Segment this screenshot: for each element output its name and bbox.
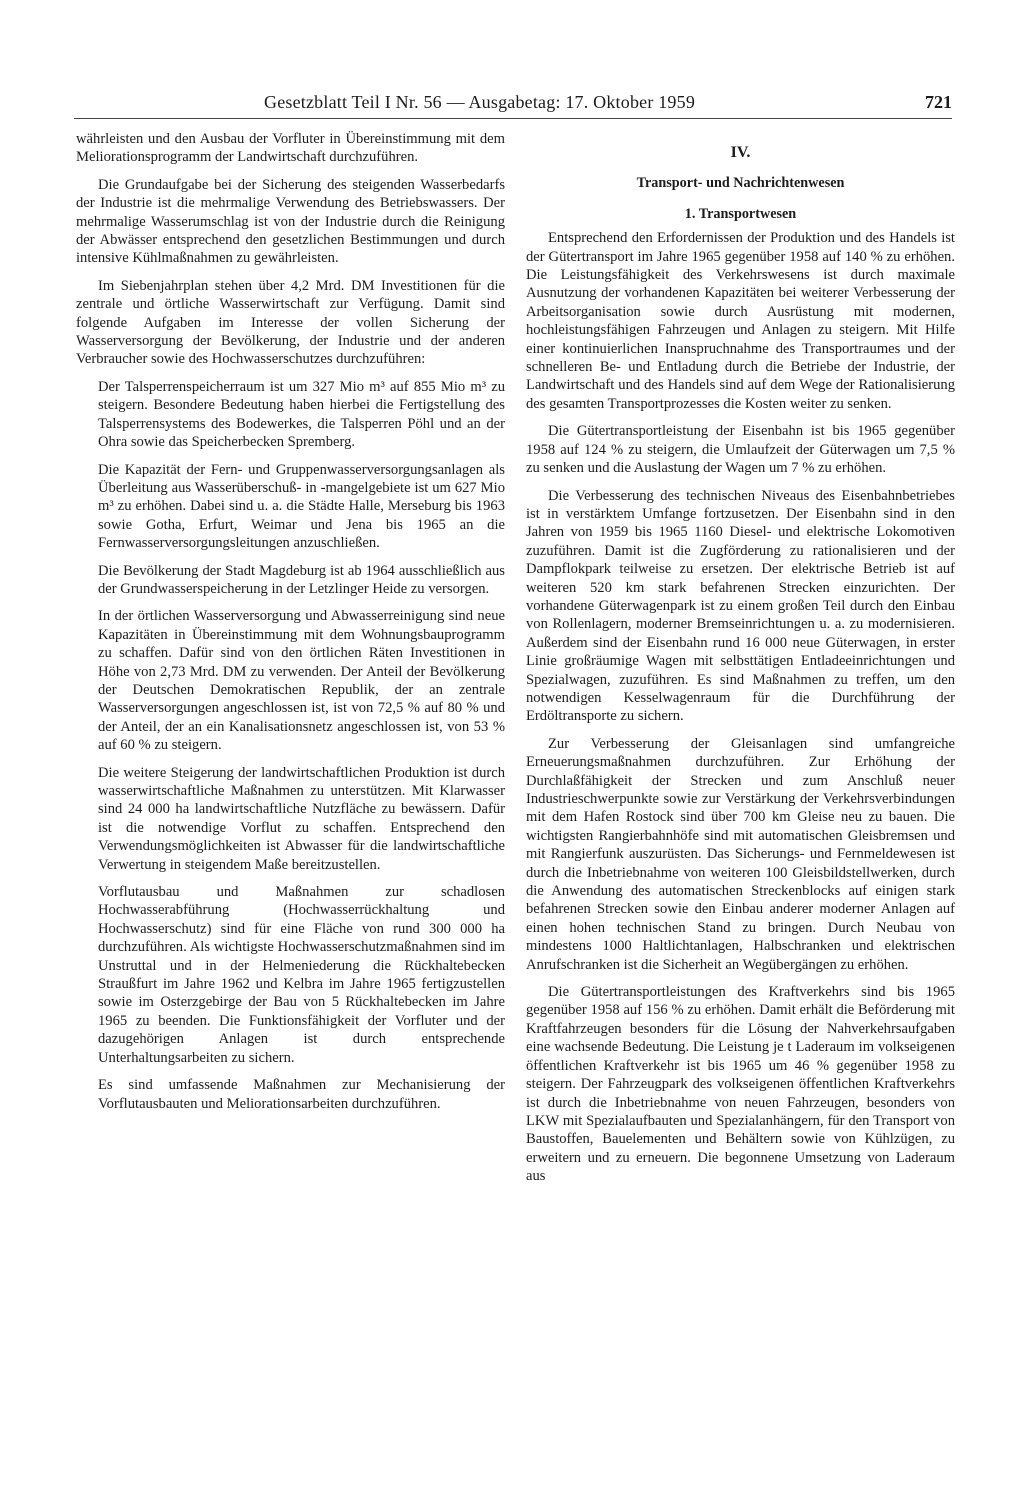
paragraph: Die Gütertransportleistungen des Kraftverkehrs sind bis 1965 gegenüber 1958 auf 156 % zu erhöhen. Damit erhält die Beförderung mit Kraftfahrzeugen besonders für die Lösung der Nahverkehrsaufgaben eine wachsende Bedeutung. Die Leistung je t Laderaum im volkseigenen öffentlichen Kraftverkehr ist bis 1965 um 46 % gegenüber 1958 zu steigern. Der Fahrzeugpark des volkseigenen öffentlichen Kraftverkehrs ist durch die Inbetriebnahme von neuen Fahrzeugen, besonders von LKW mit Spezialaufbauten und Spezialanhängern, für den Transport von Baustoffen, Bauelementen und Behältern sowie von Kühlzügen, zu erweitern und zu erneuern. Die begonnene Umsetzung von Laderaum aus [526,984,955,1185]
list-paragraph: Der Talsperrenspeicherraum ist um 327 Mio m³ auf 855 Mio m³ zu steigern. Besondere Bedeutung haben hierbei die Fertigstellung des Talsperrensystems des Bodewerkes, die Talsperren Pöhl und an der Ohra sowie das Speicherbecken Spremberg. [98,378,505,451]
paragraph: Die Grundaufgabe bei der Sicherung des steigenden Wasserbedarfs der Industrie ist die mehrmalige Verwendung des Betriebswassers. Der mehrmalige Wasserumschlag ist von der Industrie durch die Reinigung der Abwässer entsprechend den gesetzlichen Bestimmungen und durch intensive Kühlmaßnahmen zu gewährleisten. [76,176,505,267]
paragraph: Zur Verbesserung der Gleisanlagen sind umfangreiche Erneuerungsmaßnahmen durchzuführen. Zur Erhöhung der Durchlaßfähigkeit der Strecken und zum Anschluß neuer Industrieschwerpunkte sowie zur Verstärkung der Verkehrsverbindungen mit dem Hafen Rostock sind über 700 km Gleise neu zu bauen. Die wichtigsten Rangierbahnhöfe sind mit automatischen Gleisbremsen und mit Rangierfunk auszurüsten. Das Sicherungs- und Fernmeldewesen ist durch die Inbetriebnahme von weiteren 100 Gleisbildstellwerken, durch die Anwendung des automatischen Streckenblocks auf einigen stark befahrenen Strecken sowie den Einbau anderer moderner Anlagen auf einen hohen technischen Stand zu bringen. Durch Neubau von mindestens 1000 Haltlichtanlagen, Halbschranken und elektrischen Anrufschranken ist die Sicherheit an Wegübergängen zu erhöhen. [526,735,955,973]
page-header [74,92,952,119]
paragraph: währleisten und den Ausbau der Vorfluter in Übereinstimmung mit dem Meliorationsprogramm der Landwirtschaft durchzuführen. [76,131,505,166]
paragraph: Die Verbesserung des technischen Niveaus des Eisenbahnbetriebes ist in verstärktem Umfange fortzusetzen. Der Eisenbahn sind in den Jahren von 1959 bis 1965 1160 Diesel- und elektrische Lokomotiven zuzuführen. Damit ist die Zugförderung zu rationalisieren und der Dampflokpark teilweise zu ersetzen. Der elektrische Betrieb ist auf weiteren 520 km stark befahrenen Strecken einzurichten. Der vorhandene Güterwagenpark ist zu einem großen Teil durch den Einbau von Rollenlagern, moderner Bremseinrichtungen u. a. zu modernisieren. Außerdem sind der Eisenbahn rund 16 000 neue Güterwagen, in erster Linie großräumige Wagen mit selbsttätigen Entladeeinrichtungen und Spezialwagen, zuzuführen. Es sind Maßnahmen zu treffen, um den notwendigen Kesselwagenraum für die Durchführung der Erdöltransporte zu sichern. [526,487,955,725]
list-paragraph: Vorflutausbau und Maßnahmen zur schadlosen Hochwasserabführung (Hochwasserrückhaltung und Hochwasserschutz) sind für eine Fläche von rund 300 000 ha durchzuführen. Als wichtigste Hochwasserschutzmaßnahmen sind im Unstruttal und in der Helmeniederung die Rückhaltebecken Straußfurt im Jahre 1962 und Kelbra im Jahre 1965 fertigzustellen sowie im Osterzgebirge der Bau von 5 Rückhaltebecken im Jahre 1965 zu beenden. Die Funktionsfähigkeit der Vorfluter und der dazugehörigen Anlagen ist durch entsprechende Unterhaltungsarbeiten zu sichern. [98,884,505,1066]
section-title: Transport- und Nachrichtenwesen [636,175,845,192]
paragraph: Die Gütertransportleistung der Eisenbahn ist bis 1965 gegenüber 1958 auf 124 % zu steigern, die Umlaufzeit der Güterwagen um 7,5 % zu senken und die Auslastung der Wagen um 7 % zu erhöhen. [526,423,955,477]
section-number: IV. [730,144,751,161]
list-paragraph: Die Bevölkerung der Stadt Magdeburg ist ab 1964 ausschließlich aus der Grundwasserspeicherung in der Letzlinger Heide zu versorgen. [98,562,505,597]
list-paragraph: Die weitere Steigerung der landwirtschaftlichen Produktion ist durch wasserwirtschaftliche Maßnahmen zu unterstützen. Mit Klarwasser sind 24 000 ha landwirtschaftliche Nutzfläche zu bewässern. Dafür ist die notwendige Vorflut zu schaffen. Entsprechend den Verwendungsmöglichkeiten ist Abwasser für die landwirtschaftliche Verwertung in steigendem Maße bereitzustellen. [98,764,505,873]
left-column [76,130,505,1122]
paragraph: Im Siebenjahrplan stehen über 4,2 Mrd. DM Investitionen für die zentrale und örtliche Wasserwirtschaft zur Verfügung. Damit sind folgende Aufgaben im Interesse der vollen Sicherung der Wasserversorgung der Bevölkerung, der Industrie und der anderen Verbraucher sowie des Hochwasserschutzes durchzuführen: [76,277,505,368]
list-paragraph: Die Kapazität der Fern- und Gruppenwasserversorgungsanlagen als Überleitung aus Wasserüberschuß- in -mangelgebiete ist um 627 Mio m³ zu erhöhen. Dabei sind u. a. die Städte Halle, Merseburg bis 1963 sowie Gotha, Erfurt, Weimar und Jena bis 1965 an die Fernwasserversorgungsleitungen anzuschließen. [98,461,505,552]
subsection-title: 1. Transportwesen [684,205,797,222]
right-column [526,144,955,1195]
list-paragraph: Es sind umfassende Maßnahmen zur Mechanisierung der Vorflutausbauten und Meliorationsarbeiten durchzuführen. [98,1077,505,1112]
paragraph: Entsprechend den Erfordernissen der Produktion und des Handels ist der Gütertransport im Jahre 1965 gegenüber 1958 auf 140 % zu erhöhen. Die Leistungsfähigkeit des Verkehrswesens ist durch maximale Ausnutzung der vorhandenen Kapazitäten bei weiterer Verbesserung der Arbeitsorganisation sowie durch Ausrüstung mit modernen, hochleistungsfähigen Fahrzeugen und Anlagen zu steigern. Mit Hilfe einer kontinuierlichen Inanspruchnahme des Transportraumes und der schnelleren Be- und Entladung durch die Betriebe der Industrie, der Landwirtschaft und des Handels sind auf dem Wege der Rationalisierung des gesamten Transportprozesses die Kosten weiter zu senken. [526,230,955,412]
page-number: 721 [925,92,952,112]
header-title: Gesetzblatt Teil I Nr. 56 — Ausgabetag: 17. Oktober 1959 [264,92,696,112]
list-paragraph: In der örtlichen Wasserversorgung und Abwasserreinigung sind neue Kapazitäten in Übereinstimmung mit dem Wohnungsbauprogramm zu schaffen. Dafür sind von den örtlichen Räten Investitionen in Höhe von 2,73 Mrd. DM zu verwenden. Der Anteil der Bevölkerung der Deutschen Demokratischen Republik, der an zentrale Wasserversorgungen angeschlossen ist, ist von 72,5 % auf 80 % und der Anteil, der an ein Kanalisationsnetz angeschlossen ist, von 53 % auf 60 % zu steigern. [98,608,505,754]
